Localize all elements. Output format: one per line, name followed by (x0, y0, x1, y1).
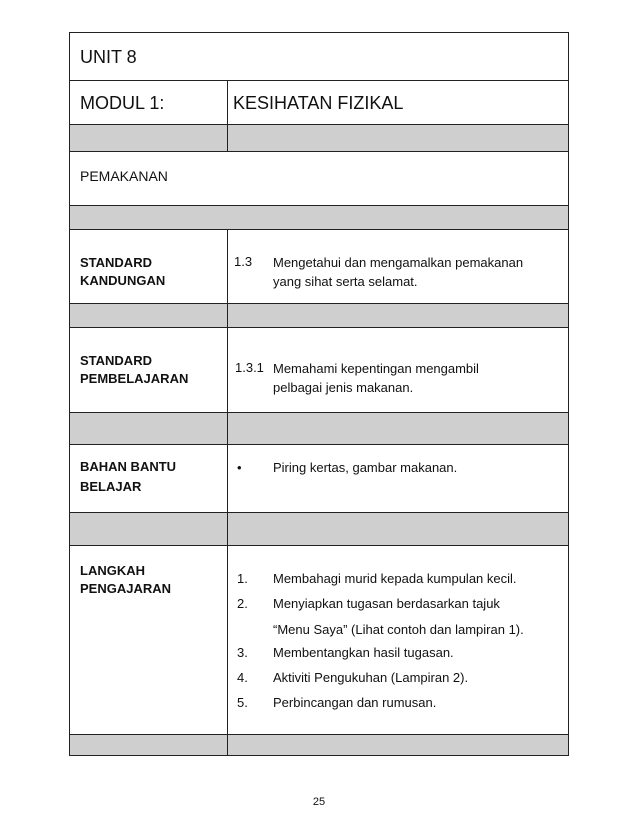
modul-row (70, 80, 568, 124)
step-text: Membentangkan hasil tugasan. (273, 645, 454, 660)
step-text-continuation: “Menu Saya” (Lihat contoh dan lampiran 1). (273, 622, 524, 637)
shaded-spacer-row (70, 412, 568, 444)
column-divider (227, 513, 228, 545)
bullet-icon: • (237, 460, 242, 475)
step-text: Aktiviti Pengukuhan (Lampiran 2). (273, 670, 469, 685)
langkah-pengajaran-row (70, 545, 568, 734)
shaded-spacer-row (70, 734, 568, 755)
standard-pembelajaran-row (70, 327, 568, 412)
column-divider (227, 735, 228, 755)
step-number: 3. (237, 645, 248, 660)
column-divider (227, 304, 228, 327)
modul-title: KESIHATAN FIZIKAL (233, 93, 404, 113)
unit-row (70, 33, 568, 80)
step-text: Perbincangan dan rumusan. (273, 695, 437, 710)
shaded-spacer-row (70, 512, 568, 545)
bahan-bantu-row (70, 444, 568, 512)
standard-kandungan-text: Mengetahui dan mengamalkan pemakanan yang sihat serta selamat. (273, 255, 524, 289)
column-divider (227, 230, 228, 303)
step-number: 5. (237, 695, 248, 710)
standard-kandungan-number: 1.3 (234, 254, 253, 269)
column-divider (227, 81, 228, 124)
standard-pembelajaran-number: 1.3.1 (235, 360, 264, 375)
column-divider (227, 125, 228, 151)
topic-row (70, 151, 568, 205)
column-divider (227, 328, 228, 412)
step-text: Menyiapkan tugasan berdasarkan tajuk (273, 596, 500, 611)
langkah-pengajaran-label: LANGKAH PENGAJARAN (80, 563, 172, 596)
step-text: Membahagi murid kepada kumpulan kecil. (273, 571, 517, 586)
step-number: 4. (237, 670, 248, 685)
topic-title: PEMAKANAN (80, 168, 168, 184)
shaded-spacer-row (70, 124, 568, 151)
column-divider (227, 546, 228, 734)
unit-title: UNIT 8 (80, 47, 137, 67)
step-number: 2. (237, 596, 248, 611)
page-number: 25 (312, 796, 326, 808)
shaded-spacer-row (70, 303, 568, 327)
bahan-bantu-text: Piring kertas, gambar makanan. (273, 460, 458, 475)
column-divider (227, 413, 228, 444)
standard-pembelajaran-label: STANDARD PEMBELAJARAN (80, 353, 189, 386)
standard-pembelajaran-text: Memahami kepentingan mengambil pelbagai jenis makanan. (273, 361, 479, 395)
bahan-bantu-label: BAHAN BANTU BELAJAR (80, 459, 177, 494)
standard-kandungan-row (70, 229, 568, 303)
modul-label: MODUL 1: (80, 93, 165, 113)
standard-kandungan-label: STANDARD KANDUNGAN (80, 255, 166, 288)
shaded-spacer-row (70, 205, 568, 229)
lesson-plan-table (69, 32, 569, 756)
step-number: 1. (237, 571, 248, 586)
column-divider (227, 445, 228, 512)
